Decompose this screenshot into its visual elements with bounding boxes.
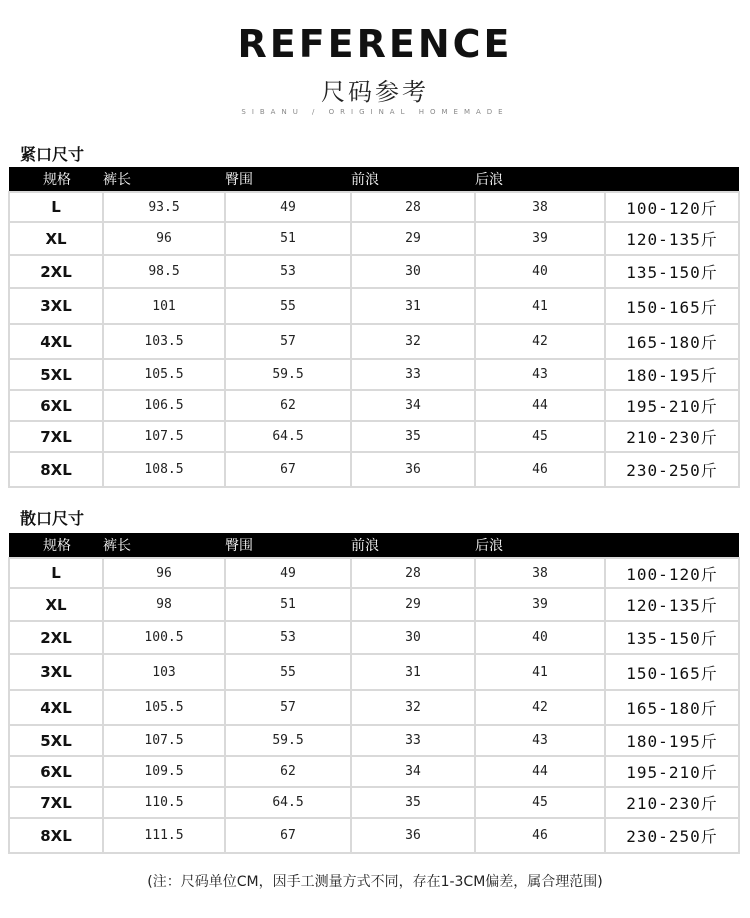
cell-weight: 150-165斤: [605, 288, 739, 324]
cell-hip: 55: [225, 288, 351, 324]
cell-hip: 62: [225, 756, 351, 787]
cell-hip: 59.5: [225, 725, 351, 756]
cell-front-rise: 36: [351, 452, 475, 487]
cell-size: 3XL: [9, 288, 103, 324]
column-header-weight: [605, 533, 739, 558]
cell-back-rise: 40: [475, 621, 605, 654]
cell-back-rise: 38: [475, 192, 605, 222]
cell-weight: 135-150斤: [605, 621, 739, 654]
column-header-size: 规格: [9, 533, 103, 558]
cell-back-rise: 43: [475, 725, 605, 756]
table-row: [9, 324, 739, 359]
section-title-loose: 散口尺寸: [20, 509, 85, 528]
page-subtitle: 尺码参考: [321, 78, 429, 106]
cell-length: 96: [103, 222, 225, 255]
cell-size: 4XL: [9, 324, 103, 359]
size-table-loose: [8, 533, 740, 854]
cell-size: XL: [9, 222, 103, 255]
cell-weight: 135-150斤: [605, 255, 739, 288]
cell-back-rise: 39: [475, 588, 605, 621]
cell-hip: 57: [225, 690, 351, 725]
cell-weight: 230-250斤: [605, 818, 739, 853]
cell-front-rise: 30: [351, 621, 475, 654]
brand-tagline: SIBANU / ORIGINAL HOMEMADE: [241, 108, 509, 116]
cell-length: 106.5: [103, 390, 225, 421]
cell-hip: 67: [225, 452, 351, 487]
cell-size: 4XL: [9, 690, 103, 725]
cell-front-rise: 36: [351, 818, 475, 853]
cell-weight: 180-195斤: [605, 359, 739, 390]
column-header-back-rise: 后浪: [475, 167, 605, 192]
cell-front-rise: 33: [351, 725, 475, 756]
cell-length: 110.5: [103, 787, 225, 818]
cell-hip: 53: [225, 621, 351, 654]
cell-length: 107.5: [103, 421, 225, 452]
cell-back-rise: 38: [475, 558, 605, 588]
cell-weight: 165-180斤: [605, 690, 739, 725]
cell-size: XL: [9, 588, 103, 621]
column-header-length: 裤长: [103, 533, 225, 558]
column-header-back-rise: 后浪: [475, 533, 605, 558]
cell-front-rise: 33: [351, 359, 475, 390]
cell-weight: 100-120斤: [605, 192, 739, 222]
column-header-weight: [605, 167, 739, 192]
cell-front-rise: 31: [351, 288, 475, 324]
cell-weight: 195-210斤: [605, 756, 739, 787]
cell-length: 107.5: [103, 725, 225, 756]
cell-back-rise: 41: [475, 288, 605, 324]
column-header-front-rise: 前浪: [351, 167, 475, 192]
table-row: [9, 222, 739, 255]
cell-length: 103: [103, 654, 225, 690]
cell-weight: 100-120斤: [605, 558, 739, 588]
column-header-front-rise: 前浪: [351, 533, 475, 558]
cell-front-rise: 34: [351, 756, 475, 787]
page-title: REFERENCE: [237, 22, 513, 66]
table-row: [9, 690, 739, 725]
cell-hip: 64.5: [225, 421, 351, 452]
cell-back-rise: 42: [475, 324, 605, 359]
table-row: [9, 390, 739, 421]
cell-size: 2XL: [9, 255, 103, 288]
column-header-size: 规格: [9, 167, 103, 192]
cell-back-rise: 43: [475, 359, 605, 390]
cell-size: L: [9, 558, 103, 588]
cell-length: 93.5: [103, 192, 225, 222]
column-header-length: 裤长: [103, 167, 225, 192]
column-header-hip: 臀围: [225, 167, 351, 192]
cell-hip: 57: [225, 324, 351, 359]
cell-hip: 59.5: [225, 359, 351, 390]
cell-weight: 230-250斤: [605, 452, 739, 487]
cell-front-rise: 34: [351, 390, 475, 421]
cell-back-rise: 41: [475, 654, 605, 690]
cell-weight: 120-135斤: [605, 222, 739, 255]
cell-front-rise: 29: [351, 222, 475, 255]
cell-back-rise: 39: [475, 222, 605, 255]
cell-hip: 53: [225, 255, 351, 288]
cell-front-rise: 29: [351, 588, 475, 621]
cell-front-rise: 31: [351, 654, 475, 690]
cell-length: 98.5: [103, 255, 225, 288]
cell-front-rise: 32: [351, 324, 475, 359]
cell-size: 8XL: [9, 818, 103, 853]
table-header-row: [9, 167, 739, 192]
cell-front-rise: 35: [351, 787, 475, 818]
cell-weight: 210-230斤: [605, 421, 739, 452]
cell-hip: 62: [225, 390, 351, 421]
cell-back-rise: 46: [475, 818, 605, 853]
cell-back-rise: 44: [475, 756, 605, 787]
cell-size: 6XL: [9, 390, 103, 421]
cell-length: 105.5: [103, 359, 225, 390]
cell-front-rise: 30: [351, 255, 475, 288]
cell-weight: 120-135斤: [605, 588, 739, 621]
cell-hip: 51: [225, 588, 351, 621]
cell-size: 2XL: [9, 621, 103, 654]
cell-weight: 195-210斤: [605, 390, 739, 421]
table-row: [9, 288, 739, 324]
cell-length: 108.5: [103, 452, 225, 487]
cell-size: 7XL: [9, 787, 103, 818]
cell-hip: 49: [225, 192, 351, 222]
cell-hip: 67: [225, 818, 351, 853]
table-header-row: [9, 533, 739, 558]
cell-front-rise: 28: [351, 192, 475, 222]
cell-size: 8XL: [9, 452, 103, 487]
table-row: [9, 621, 739, 654]
table-row: [9, 588, 739, 621]
cell-length: 96: [103, 558, 225, 588]
cell-back-rise: 40: [475, 255, 605, 288]
cell-length: 109.5: [103, 756, 225, 787]
cell-length: 101: [103, 288, 225, 324]
cell-hip: 51: [225, 222, 351, 255]
section-title-tight: 紧口尺寸: [20, 145, 85, 164]
cell-front-rise: 32: [351, 690, 475, 725]
cell-size: 3XL: [9, 654, 103, 690]
cell-size: 5XL: [9, 359, 103, 390]
cell-weight: 165-180斤: [605, 324, 739, 359]
cell-size: 5XL: [9, 725, 103, 756]
cell-hip: 55: [225, 654, 351, 690]
cell-size: 6XL: [9, 756, 103, 787]
measurement-note: (注：尺码单位CM，因手工测量方式不同，存在1-3CM偏差，属合理范围): [147, 874, 603, 890]
cell-front-rise: 28: [351, 558, 475, 588]
cell-length: 111.5: [103, 818, 225, 853]
table-row: [9, 756, 739, 787]
table-row: [9, 787, 739, 818]
cell-back-rise: 45: [475, 787, 605, 818]
table-row: [9, 359, 739, 390]
cell-back-rise: 45: [475, 421, 605, 452]
cell-weight: 180-195斤: [605, 725, 739, 756]
table-row: [9, 192, 739, 222]
cell-weight: 210-230斤: [605, 787, 739, 818]
table-row: [9, 421, 739, 452]
table-row: [9, 725, 739, 756]
cell-size: 7XL: [9, 421, 103, 452]
table-row: [9, 255, 739, 288]
cell-length: 100.5: [103, 621, 225, 654]
cell-hip: 64.5: [225, 787, 351, 818]
cell-length: 105.5: [103, 690, 225, 725]
cell-back-rise: 46: [475, 452, 605, 487]
cell-hip: 49: [225, 558, 351, 588]
table-row: [9, 452, 739, 487]
cell-weight: 150-165斤: [605, 654, 739, 690]
cell-back-rise: 44: [475, 390, 605, 421]
cell-size: L: [9, 192, 103, 222]
cell-front-rise: 35: [351, 421, 475, 452]
cell-length: 98: [103, 588, 225, 621]
cell-back-rise: 42: [475, 690, 605, 725]
cell-length: 103.5: [103, 324, 225, 359]
table-row: [9, 654, 739, 690]
column-header-hip: 臀围: [225, 533, 351, 558]
table-row: [9, 818, 739, 853]
size-table-tight: [8, 167, 740, 488]
table-row: [9, 558, 739, 588]
